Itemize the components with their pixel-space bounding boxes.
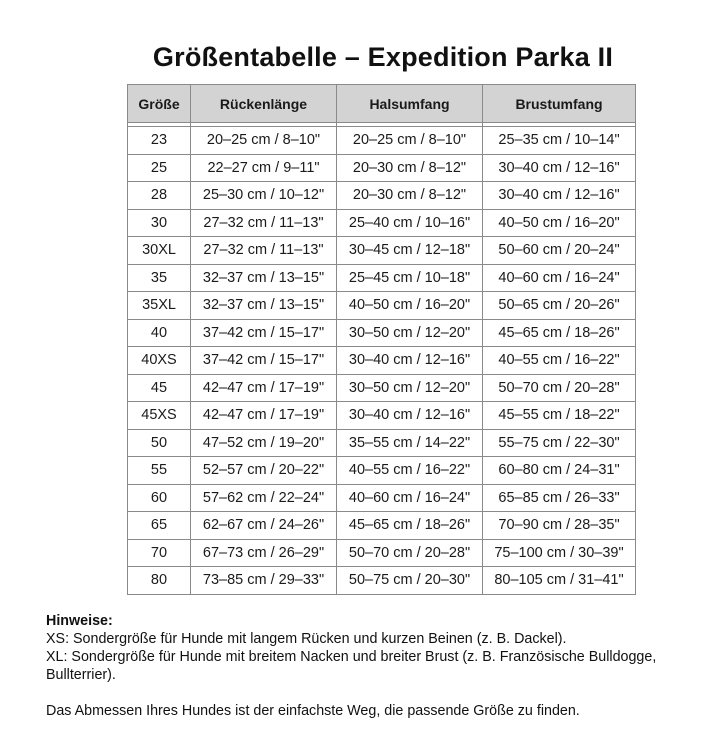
cell-back-length: 32–37 cm / 13–15": [191, 292, 337, 320]
cell-back-length: 22–27 cm / 9–11": [191, 154, 337, 182]
header-chest-girth: Brustumfang: [483, 85, 636, 123]
cell-neck-girth: 30–40 cm / 12–16": [337, 402, 483, 430]
cell-neck-girth: 45–65 cm / 18–26": [337, 512, 483, 540]
cell-back-length: 37–42 cm / 15–17": [191, 319, 337, 347]
cell-size: 35: [128, 264, 191, 292]
cell-size: 45: [128, 374, 191, 402]
cell-back-length: 67–73 cm / 26–29": [191, 539, 337, 567]
cell-chest-girth: 80–105 cm / 31–41": [483, 567, 636, 595]
cell-size: 55: [128, 457, 191, 485]
cell-chest-girth: 30–40 cm / 12–16": [483, 154, 636, 182]
cell-chest-girth: 45–55 cm / 18–22": [483, 402, 636, 430]
table-body: [128, 123, 636, 595]
cell-size: 40: [128, 319, 191, 347]
cell-neck-girth: 50–70 cm / 20–28": [337, 539, 483, 567]
table-row: [128, 567, 636, 595]
cell-chest-girth: 70–90 cm / 28–35": [483, 512, 636, 540]
cell-back-length: 52–57 cm / 20–22": [191, 457, 337, 485]
cell-chest-girth: 40–55 cm / 16–22": [483, 347, 636, 375]
cell-chest-girth: 60–80 cm / 24–31": [483, 457, 636, 485]
cell-size: 28: [128, 182, 191, 210]
cell-neck-girth: 20–30 cm / 8–12": [337, 182, 483, 210]
cell-size: 40XS: [128, 347, 191, 375]
cell-chest-girth: 65–85 cm / 26–33": [483, 484, 636, 512]
cell-chest-girth: 55–75 cm / 22–30": [483, 429, 636, 457]
notes-section: [46, 612, 726, 720]
cell-neck-girth: 40–50 cm / 16–20": [337, 292, 483, 320]
cell-size: 60: [128, 484, 191, 512]
table-row: [128, 292, 636, 320]
cell-back-length: 73–85 cm / 29–33": [191, 567, 337, 595]
size-chart-table: [127, 84, 636, 595]
page-title: Größentabelle – Expedition Parka II: [152, 42, 614, 72]
cell-chest-girth: 50–70 cm / 20–28": [483, 374, 636, 402]
table-row: [128, 347, 636, 375]
cell-size: 30XL: [128, 237, 191, 265]
table-row: [128, 429, 636, 457]
note-xs: XS: Sondergröße für Hunde mit langem Rücken und kurzen Beinen (z. B. Dackel).: [46, 631, 567, 647]
cell-neck-girth: 50–75 cm / 20–30": [337, 567, 483, 595]
header-neck-girth: Halsumfang: [337, 85, 483, 123]
cell-neck-girth: 25–45 cm / 10–18": [337, 264, 483, 292]
cell-chest-girth: 50–60 cm / 20–24": [483, 237, 636, 265]
cell-chest-girth: 40–50 cm / 16–20": [483, 209, 636, 237]
cell-back-length: 42–47 cm / 17–19": [191, 402, 337, 430]
cell-neck-girth: 40–55 cm / 16–22": [337, 457, 483, 485]
cell-neck-girth: 30–45 cm / 12–18": [337, 237, 483, 265]
cell-size: 65: [128, 512, 191, 540]
cell-size: 70: [128, 539, 191, 567]
header-size: Größe: [128, 85, 191, 123]
table-row: [128, 512, 636, 540]
note-footer: Das Abmessen Ihres Hundes ist der einfachste Weg, die passende Größe zu finden.: [46, 703, 580, 719]
table-row: [128, 457, 636, 485]
cell-neck-girth: 40–60 cm / 16–24": [337, 484, 483, 512]
cell-neck-girth: 30–50 cm / 12–20": [337, 319, 483, 347]
table-row: [128, 539, 636, 567]
cell-neck-girth: 20–25 cm / 8–10": [337, 127, 483, 155]
cell-back-length: 32–37 cm / 13–15": [191, 264, 337, 292]
table-row: [128, 374, 636, 402]
cell-back-length: 42–47 cm / 17–19": [191, 374, 337, 402]
cell-chest-girth: 75–100 cm / 30–39": [483, 539, 636, 567]
notes-heading: Hinweise:: [46, 613, 113, 629]
cell-size: 35XL: [128, 292, 191, 320]
table-row: [128, 319, 636, 347]
cell-neck-girth: 35–55 cm / 14–22": [337, 429, 483, 457]
cell-back-length: 25–30 cm / 10–12": [191, 182, 337, 210]
cell-size: 45XS: [128, 402, 191, 430]
table-row: [128, 402, 636, 430]
cell-chest-girth: 40–60 cm / 16–24": [483, 264, 636, 292]
table-row: [128, 182, 636, 210]
table-row: [128, 237, 636, 265]
cell-chest-girth: 30–40 cm / 12–16": [483, 182, 636, 210]
cell-chest-girth: 50–65 cm / 20–26": [483, 292, 636, 320]
cell-neck-girth: 25–40 cm / 10–16": [337, 209, 483, 237]
cell-size: 50: [128, 429, 191, 457]
cell-neck-girth: 30–50 cm / 12–20": [337, 374, 483, 402]
cell-back-length: 57–62 cm / 22–24": [191, 484, 337, 512]
table-row: [128, 154, 636, 182]
cell-size: 80: [128, 567, 191, 595]
cell-back-length: 62–67 cm / 24–26": [191, 512, 337, 540]
cell-chest-girth: 45–65 cm / 18–26": [483, 319, 636, 347]
table-row: [128, 484, 636, 512]
table-header-row: [128, 85, 636, 123]
cell-neck-girth: 20–30 cm / 8–12": [337, 154, 483, 182]
cell-back-length: 37–42 cm / 15–17": [191, 347, 337, 375]
cell-size: 23: [128, 127, 191, 155]
cell-size: 25: [128, 154, 191, 182]
cell-back-length: 27–32 cm / 11–13": [191, 209, 337, 237]
table-row: [128, 209, 636, 237]
cell-size: 30: [128, 209, 191, 237]
header-back-length: Rückenlänge: [191, 85, 337, 123]
table-row: [128, 264, 636, 292]
cell-chest-girth: 25–35 cm / 10–14": [483, 127, 636, 155]
cell-back-length: 20–25 cm / 8–10": [191, 127, 337, 155]
note-xl: XL: Sondergröße für Hunde mit breitem Nacken und breiter Brust (z. B. Französische Bulldogge, Bullterrier).: [46, 649, 657, 683]
cell-back-length: 47–52 cm / 19–20": [191, 429, 337, 457]
cell-neck-girth: 30–40 cm / 12–16": [337, 347, 483, 375]
table-row: [128, 127, 636, 155]
notes-gap: [46, 684, 726, 702]
cell-back-length: 27–32 cm / 11–13": [191, 237, 337, 265]
